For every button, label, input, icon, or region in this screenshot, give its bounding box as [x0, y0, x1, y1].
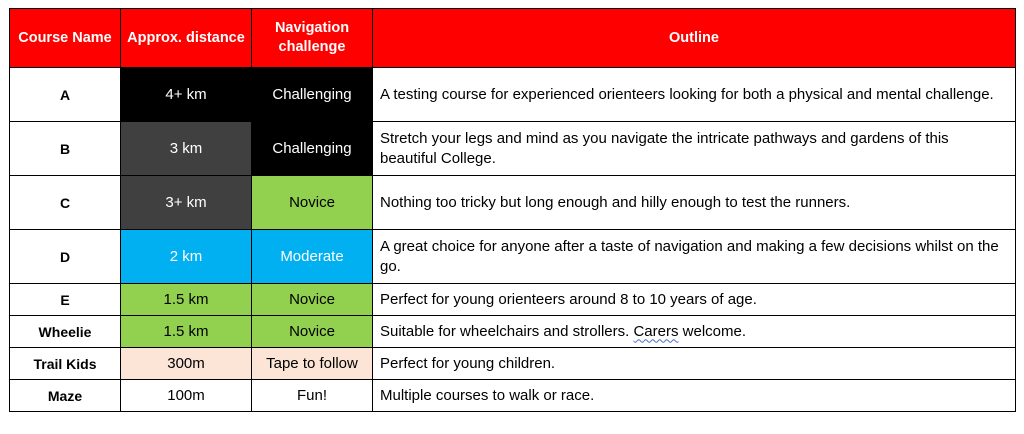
course-name-cell: A [10, 68, 121, 122]
distance-cell: 100m [121, 380, 252, 412]
challenge-cell: Novice [252, 284, 373, 316]
outline-text: Suitable for wheelchairs and strollers. [380, 322, 634, 340]
outline-cell: Perfect for young orienteers around 8 to 10 years of age. [373, 284, 1016, 316]
course-name-cell: Maze [10, 380, 121, 412]
distance-cell: 3+ km [121, 176, 252, 230]
challenge-cell: Challenging [252, 122, 373, 176]
table-row [10, 176, 1016, 230]
table-row [10, 230, 1016, 284]
table-row [10, 316, 1016, 348]
distance-cell: 1.5 km [121, 316, 252, 348]
challenge-cell: Fun! [252, 380, 373, 412]
outline-cell: Stretch your legs and mind as you navigate the intricate pathways and gardens of this beautiful College. [373, 122, 1016, 176]
header-distance: Approx. distance [121, 9, 252, 68]
outline-cell: A testing course for experienced orienteers looking for both a physical and mental challenge. [373, 68, 1016, 122]
challenge-cell: Challenging [252, 68, 373, 122]
outline-cell: Nothing too tricky but long enough and hilly enough to test the runners. [373, 176, 1016, 230]
table-row [10, 348, 1016, 380]
course-name-cell: C [10, 176, 121, 230]
course-name-cell: E [10, 284, 121, 316]
course-name-cell: D [10, 230, 121, 284]
course-name-cell: Trail Kids [10, 348, 121, 380]
challenge-cell: Novice [252, 316, 373, 348]
distance-cell: 300m [121, 348, 252, 380]
course-name-cell: B [10, 122, 121, 176]
header-outline: Outline [373, 9, 1016, 68]
spellcheck-underlined-word: Carers [633, 322, 679, 340]
distance-cell: 1.5 km [121, 284, 252, 316]
challenge-cell: Tape to follow [252, 348, 373, 380]
challenge-cell: Moderate [252, 230, 373, 284]
outline-cell [373, 316, 1016, 348]
table-row [10, 68, 1016, 122]
header-course-name: Course Name [10, 9, 121, 68]
distance-cell: 3 km [121, 122, 252, 176]
course-name-cell: Wheelie [10, 316, 121, 348]
distance-cell: 2 km [121, 230, 252, 284]
header-row [10, 9, 1016, 68]
distance-cell: 4+ km [121, 68, 252, 122]
outline-cell: Multiple courses to walk or race. [373, 380, 1016, 412]
table-row [10, 122, 1016, 176]
outline-cell: Perfect for young children. [373, 348, 1016, 380]
table-row [10, 380, 1016, 412]
outline-text-end: welcome. [678, 322, 747, 340]
header-challenge: Navigation challenge [252, 9, 373, 68]
outline-cell: A great choice for anyone after a taste of navigation and making a few decisions whilst on the go. [373, 230, 1016, 284]
table-row [10, 284, 1016, 316]
challenge-cell: Novice [252, 176, 373, 230]
course-table [9, 8, 1016, 412]
